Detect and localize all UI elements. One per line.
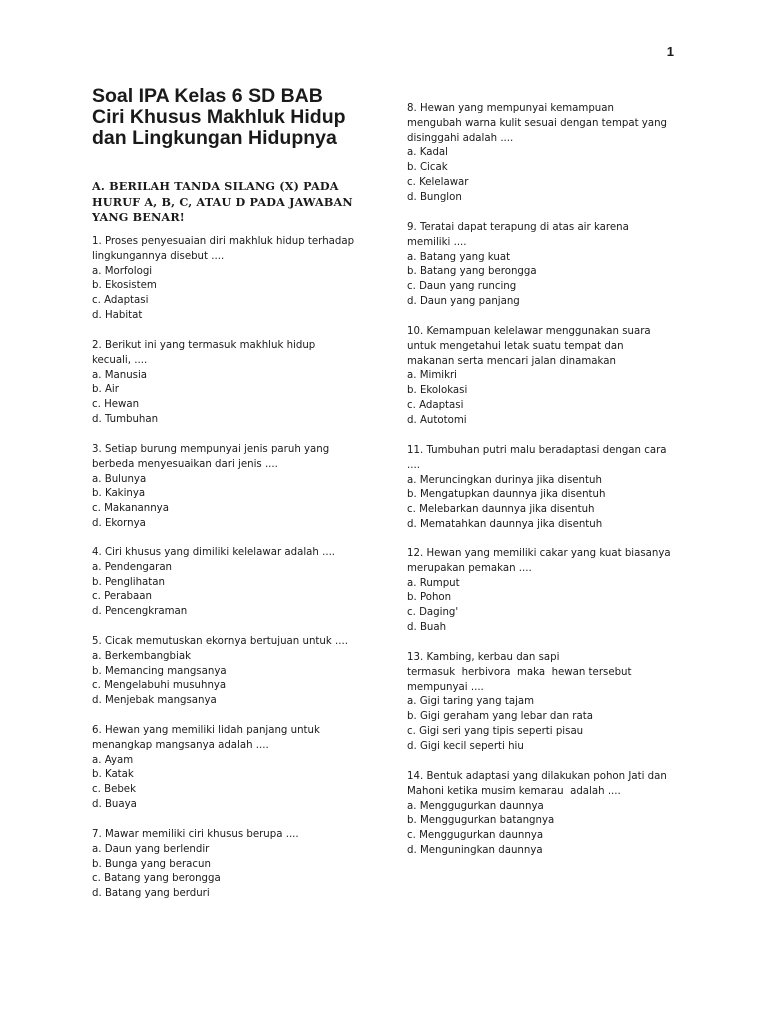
answer-option: c. Daging' <box>407 607 459 619</box>
answer-option: b. Bunga yang beracun <box>92 858 211 870</box>
answer-option: d. Gigi kecil seperti hiu <box>407 740 524 752</box>
answer-option: c. Gigi seri yang tipis seperti pisau <box>407 725 584 737</box>
question-9 <box>407 221 697 310</box>
answer-option: c. Mengelabuhi musuhnya <box>92 680 227 692</box>
answer-option: a. Ayam <box>92 754 134 766</box>
answer-option: b. Ekosistem <box>92 280 157 292</box>
answer-option: c. Menggugurkan daunnya <box>407 830 544 842</box>
answer-option: b. Penglihatan <box>92 576 165 588</box>
answer-option: d. Pencengkraman <box>92 606 188 618</box>
question-text: mempunyai .... <box>407 681 484 693</box>
instruction-heading <box>92 179 362 226</box>
answer-option: c. Bebek <box>92 784 136 796</box>
question-13 <box>407 651 697 755</box>
question-text: 14. Bentuk adaptasi yang dilakukan pohon Jati dan <box>407 771 667 782</box>
question-text: disinggahi adalah .... <box>407 132 514 144</box>
answer-option: b. Kakinya <box>92 488 146 500</box>
title-line: Ciri Khusus Makhluk Hidup <box>92 106 346 128</box>
answer-option: b. Memancing mangsanya <box>92 665 227 677</box>
document-title <box>92 86 392 149</box>
question-11 <box>407 444 697 533</box>
title-line: Soal IPA Kelas 6 SD BAB <box>92 85 323 107</box>
answer-option: a. Batang yang kuat <box>407 251 511 263</box>
question-10 <box>407 325 697 429</box>
answer-option: d. Buah <box>407 621 447 633</box>
answer-option: d. Buaya <box>92 798 137 810</box>
question-14 <box>407 770 697 859</box>
question-text: makanan serta mencari jalan dinamakan <box>407 355 616 367</box>
question-text: merupakan pemakan .... <box>407 562 532 574</box>
answer-option: c. Daun yang runcing <box>407 281 517 293</box>
question-8 <box>407 102 697 206</box>
question-text: 10. Kemampuan kelelawar menggunakan suara <box>407 326 651 337</box>
answer-option: d. Tumbuhan <box>92 413 159 425</box>
answer-option: c. Adaptasi <box>407 399 464 411</box>
answer-option: c. Adaptasi <box>92 295 149 307</box>
answer-option: a. Meruncingkan durinya jika disentuh <box>407 474 602 486</box>
question-text: 12. Hewan yang memiliki cakar yang kuat biasanya <box>407 548 671 559</box>
question-text: 5. Cicak memutuskan ekornya bertujuan untuk .... <box>92 636 348 647</box>
question-text: untuk mengetahui letak suatu tempat dan <box>407 340 624 352</box>
answer-option: b. Gigi geraham yang lebar dan rata <box>407 711 593 723</box>
answer-option: c. Makanannya <box>92 503 169 515</box>
question-text: 8. Hewan yang mempunyai kemampuan <box>407 103 614 114</box>
question-4 <box>92 546 377 620</box>
answer-option: b. Ekolokasi <box>407 385 468 397</box>
question-text: 6. Hewan yang memiliki lidah panjang untuk <box>92 725 320 736</box>
question-text: termasuk herbivora maka hewan tersebut <box>407 666 632 678</box>
answer-option: a. Gigi taring yang tajam <box>407 696 535 708</box>
question-text: mengubah warna kulit sesuai dengan tempat yang <box>407 117 668 129</box>
answer-option: c. Perabaan <box>92 591 152 603</box>
question-text: 7. Mawar memiliki ciri khusus berupa .... <box>92 829 299 840</box>
question-7 <box>92 828 377 902</box>
answer-option: a. Morfologi <box>92 265 153 277</box>
answer-option: a. Menggugurkan daunnya <box>407 800 544 812</box>
answer-option: d. Bunglon <box>407 191 462 203</box>
answer-option: a. Daun yang berlendir <box>92 843 210 855</box>
answer-option: d. Batang yang berduri <box>92 888 210 900</box>
answer-option: a. Rumput <box>407 577 460 589</box>
question-text: menangkap mangsanya adalah .... <box>92 739 269 751</box>
answer-option: a. Bulunya <box>92 473 147 485</box>
question-text: 4. Ciri khusus yang dimiliki kelelawar adalah .... <box>92 547 336 558</box>
answer-option: d. Habitat <box>92 309 143 321</box>
instruction-line: YANG BENAR! <box>92 210 185 224</box>
answer-option: d. Mematahkan daunnya jika disentuh <box>407 518 603 530</box>
answer-option: c. Batang yang berongga <box>92 873 221 885</box>
answer-option: d. Menjebak mangsanya <box>92 695 217 707</box>
answer-option: b. Katak <box>92 769 134 781</box>
question-1 <box>92 235 377 324</box>
answer-option: d. Ekornya <box>92 517 146 529</box>
answer-option: d. Menguningkan daunnya <box>407 844 543 856</box>
question-text: 3. Setiap burung mempunyai jenis paruh yang <box>92 444 330 455</box>
title-line: dan Lingkungan Hidupnya <box>92 127 337 149</box>
question-text: 9. Teratai dapat terapung di atas air karena <box>407 222 629 233</box>
answer-option: a. Kadal <box>407 147 449 159</box>
question-12 <box>407 547 697 636</box>
question-text: lingkungannya disebut .... <box>92 250 225 262</box>
question-6 <box>92 724 377 813</box>
answer-option: b. Mengatupkan daunnya jika disentuh <box>407 489 606 501</box>
answer-option: b. Batang yang berongga <box>407 266 537 278</box>
question-3 <box>92 443 377 532</box>
answer-option: b. Menggugurkan batangnya <box>407 815 555 827</box>
question-text: .... <box>407 459 420 471</box>
answer-option: b. Cicak <box>407 162 448 174</box>
answer-option: a. Mimikri <box>407 370 458 382</box>
answer-option: a. Berkembangbiak <box>92 650 191 662</box>
answer-option: a. Pendengaran <box>92 561 173 573</box>
question-text: kecuali, .... <box>92 354 148 366</box>
question-text: Mahoni ketika musim kemarau adalah .... <box>407 785 621 797</box>
answer-option: c. Melebarkan daunnya jika disentuh <box>407 504 595 516</box>
answer-option: c. Hewan <box>92 399 140 411</box>
question-text: 2. Berikut ini yang termasuk makhluk hidup <box>92 340 316 351</box>
question-5 <box>92 635 377 709</box>
instruction-line: A. BERILAH TANDA SILANG (X) PADA <box>92 179 339 193</box>
answer-option: d. Autotomi <box>407 414 467 426</box>
question-text: 13. Kambing, kerbau dan sapi <box>407 652 560 663</box>
page-number: 1 <box>666 44 674 59</box>
question-text: 11. Tumbuhan putri malu beradaptasi dengan cara <box>407 445 667 456</box>
question-text: memiliki .... <box>407 236 467 248</box>
question-text: berbeda menyesuaikan dari jenis .... <box>92 458 278 470</box>
question-2 <box>92 339 377 428</box>
answer-option: a. Manusia <box>92 369 148 381</box>
question-text: 1. Proses penyesuaian diri makhluk hidup terhadap <box>92 236 355 247</box>
instruction-line: HURUF A, B, C, ATAU D PADA JAWABAN <box>92 194 353 209</box>
answer-option: b. Air <box>92 384 119 396</box>
answer-option: d. Daun yang panjang <box>407 295 520 307</box>
answer-option: b. Pohon <box>407 592 452 604</box>
answer-option: c. Kelelawar <box>407 176 469 188</box>
